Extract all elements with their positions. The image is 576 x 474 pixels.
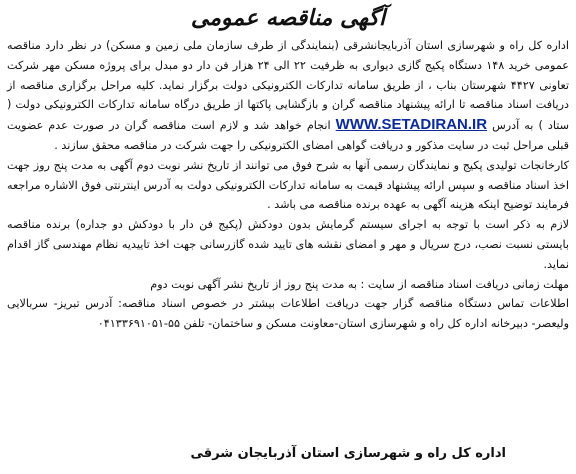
setad-website-link[interactable]: WWW.SETADIRAN.IR (335, 116, 488, 134)
paragraph-deadline: مهلت زمانی دریافت اسناد مناقصه از سایت : به مدت پنج روز از تاریخ نشر آگهی نوبت دوم (150, 277, 569, 291)
issuer-signature: اداره کل راه و شهرسازی استان آذربایجان شرقی (190, 446, 506, 461)
intro-text: اداره کل راه و شهرسازی استان آذربایجانشرقی (بنمایندگی از طرف سازمان ملی زمین و مسکن) در نظر دارد مناقصه عمومی خرید ۱۴۸ دستگاه پکیج گازی دیواری به ظرفیت ۲۲ الی ۲۴ هزار فن دار دو مبدل برای پروژه مسکن مهر شرکت تعاونی ۴۴۲۷ شهرستان بناب ، از طریق سامانه تدارکات الکترونیکی دولت برگزار نماید. کلیه مراحل برگزاری مناقصه از دریافت اسناد مناقصه تا ارائه پیشنهاد مناقصه گران و بازگشایی پاکتها از طریق درگاه سامانه تدارکات الکترونیکی دولت ( ستاد ) به آدرس (7, 39, 569, 133)
paragraph-manufacturers: کارخانجات تولیدی پکیج و نمایندگان رسمی آنها به شرح فوق می توانند از تاریخ نشر نوبت دوم آگهی به مدت پنج روز جهت اخذ اسناد مناقصه و سپس ارائه پیشنهاد قیمت به سامانه تدارکات الکترونیکی دولت به آدرس اینترنتی فوق الاشاره مراجعه فرمایند توضیح اینکه هزینه آگهی به عهده برنده مناقصه می باشد . (7, 158, 569, 212)
paragraph-installation: لازم به ذکر است با توجه به اجرای سیستم گرمایش بدون دودکش (پکیج فن دار با دودکش دو جداره) برنده مناقصه بایستی نسبت نصب، درج سریال و مهر و امضای نقشه های تایید شده گازرسانی جهت اخذ تاییدیه نظام مهندسی گاز اقدام نماید. (7, 218, 569, 271)
intro-text-continued: انجام خواهد شد و لازم است مناقصه گران در صورت عدم عضویت قبلی مراحل ثبت در سایت مذکور و دریافت گواهی امضای الکترونیکی را جهت شرکت در مناقصه محقق سازند . (7, 119, 569, 152)
notice-title: آگهی مناقصه عمومی (190, 5, 386, 31)
notice-body (7, 36, 569, 334)
paragraph-contact: اطلاعات تماس دستگاه مناقصه گزار جهت دریافت اطلاعات بیشتر در خصوص اسناد مناقصه: آدرس تبریز- سربالایی ولیعصر- دبیرخانه اداره کل راه و شهرسازی استان-معاونت مسکن و ساختمان- تلفن ۵۵-۰۴۱۳۳۶۹۱۰۵۱ (7, 297, 569, 331)
paragraph-intro (7, 36, 569, 156)
